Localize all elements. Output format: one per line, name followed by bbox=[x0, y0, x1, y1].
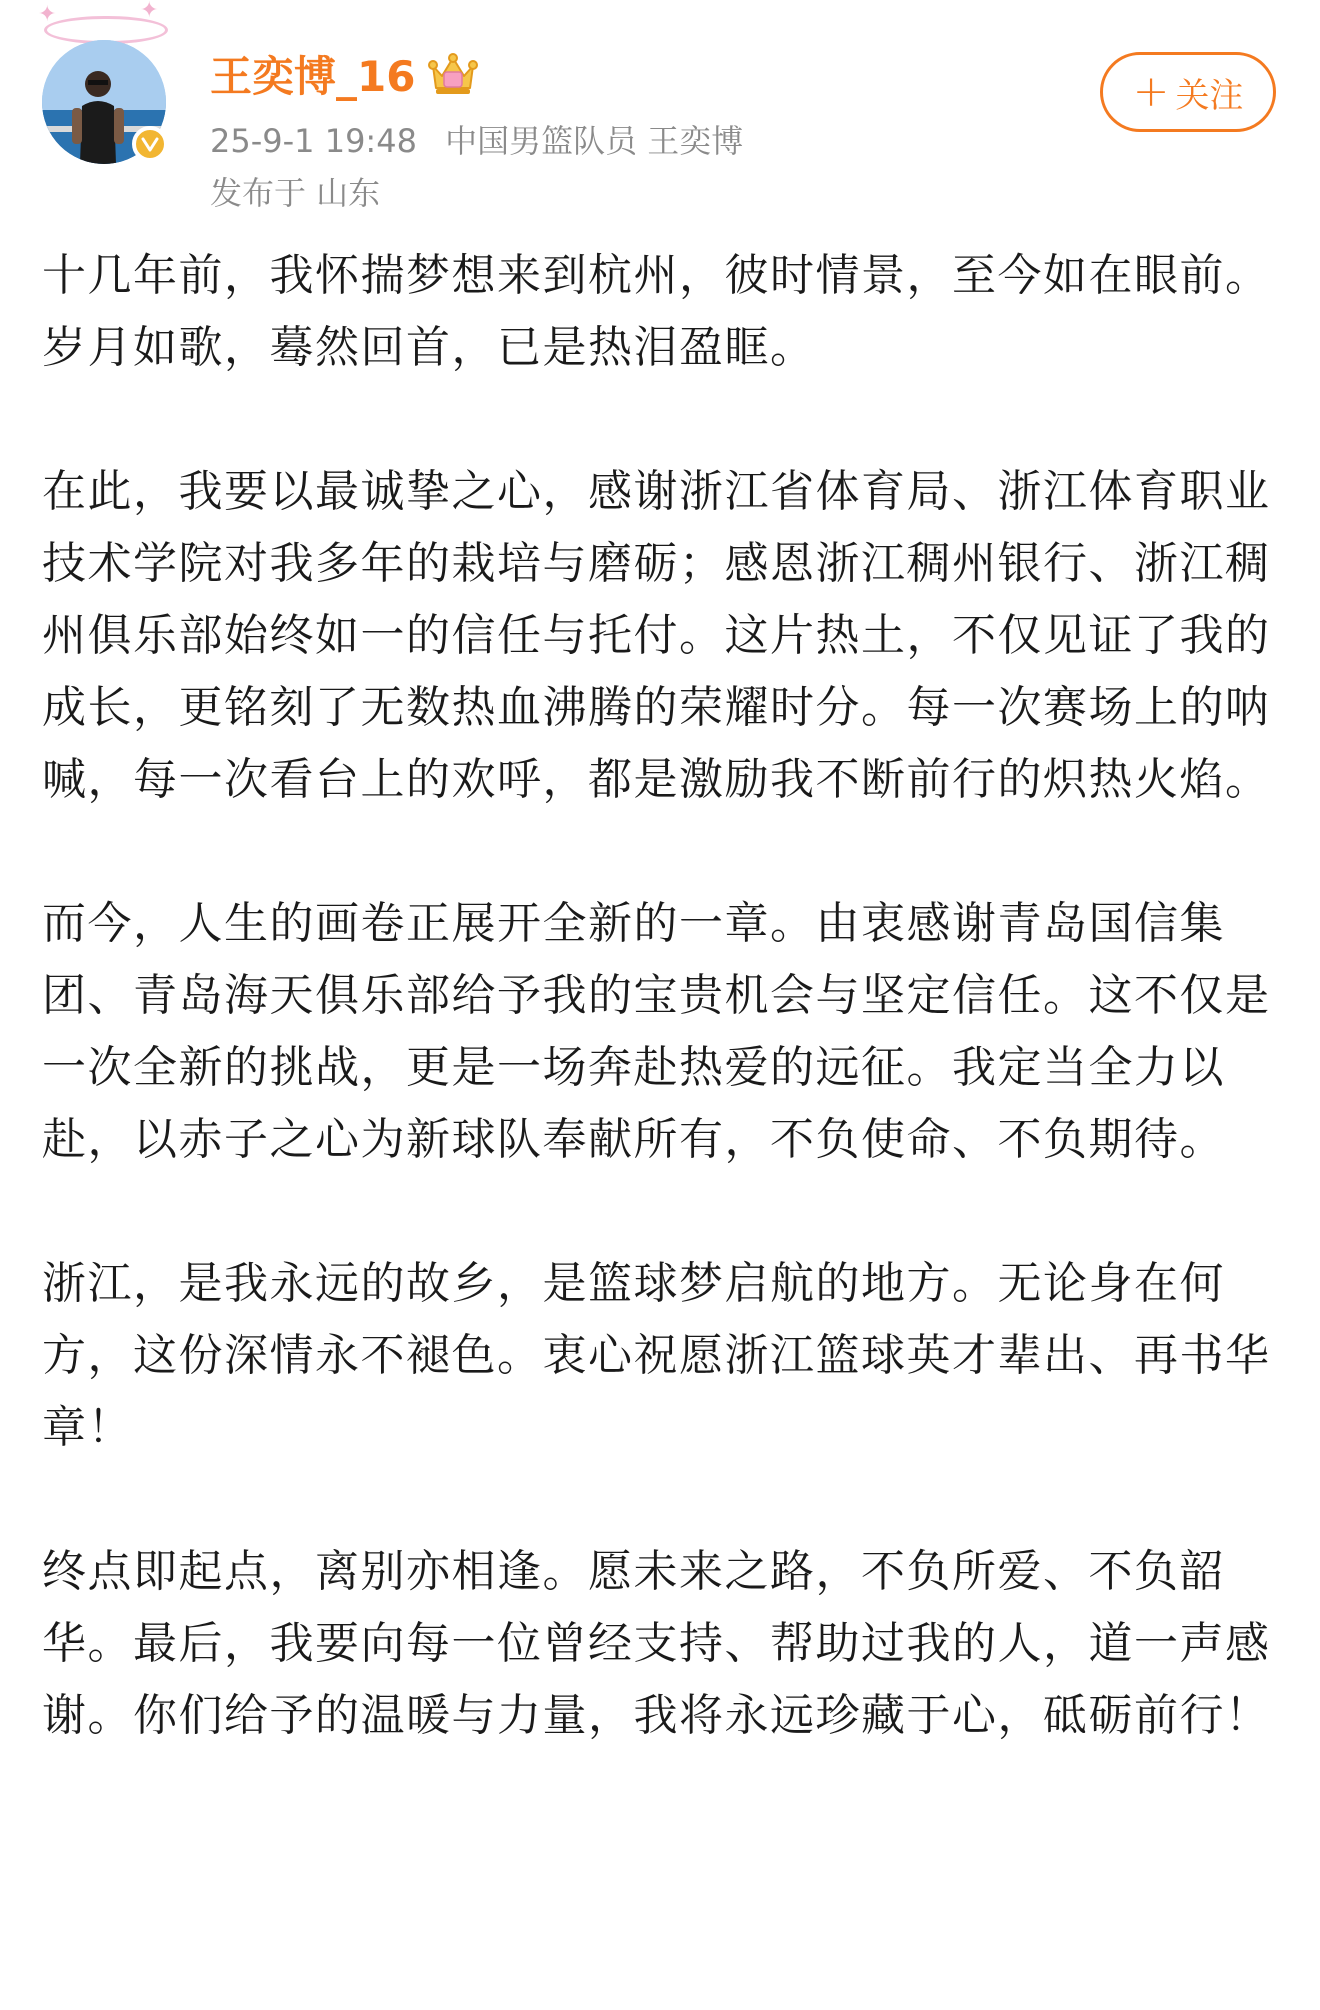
post-paragraph: 十几年前，我怀揣梦想来到杭州，彼时情景，至今如在眼前。岁月如歌，蓦然回首，已是热泪盈眶。 bbox=[42, 250, 1271, 373]
sparkle-icon: ✦ bbox=[140, 0, 159, 23]
post-paragraph: 在此，我要以最诚挚之心，感谢浙江省体育局、浙江体育职业技术学院对我多年的栽培与磨砺；感恩浙江稠州银行、浙江稠州俱乐部始终如一的信任与托付。这片热土，不仅见证了我的成长，更铭刻了无数热血沸腾的荣耀时分。每一次赛场上的呐喊，每一次看台上的欢呼，都是激励我不断前行的炽热火焰。 bbox=[42, 466, 1271, 805]
post-paragraph: 浙江，是我永远的故乡，是篮球梦启航的地方。无论身在何方，这份深情永不褪色。衷心祝愿浙江篮球英才辈出、再书华章！ bbox=[42, 1258, 1271, 1453]
post-header bbox=[0, 0, 1320, 220]
plus-icon: + bbox=[1132, 66, 1170, 117]
follow-label: 关注 bbox=[1175, 75, 1244, 116]
post-paragraph: 终点即起点，离别亦相逢。愿未来之路，不负所爱、不负韶华。最后，我要向每一位曾经支持、帮助过我的人，道一声感谢。你们给予的温暖与力量，我将永远珍藏于心，砥砺前行！ bbox=[42, 1546, 1271, 1741]
post-timestamp[interactable]: 25-9-1 19:48 bbox=[210, 122, 417, 160]
verified-title: 中国男篮队员 王奕博 bbox=[445, 122, 744, 160]
author-name[interactable]: 王奕博_16 bbox=[210, 52, 416, 101]
crown-vip-icon bbox=[427, 52, 479, 96]
post-paragraph: 而今，人生的画卷正展开全新的一章。由衷感谢青岛国信集团、青岛海天俱乐部给予我的宝贵机会与坚定信任。这不仅是一次全新的挑战，更是一场奔赴热爱的远征。我定当全力以赴，以赤子之心为新球队奉献所有，不负使命、不负期待。 bbox=[42, 898, 1271, 1165]
sparkle-icon: ✦ bbox=[38, 2, 57, 27]
verified-v-icon bbox=[132, 126, 168, 162]
follow-button[interactable] bbox=[1100, 52, 1276, 132]
post-body bbox=[42, 240, 1282, 1824]
author-name-row[interactable] bbox=[210, 44, 479, 104]
post-meta bbox=[210, 116, 761, 162]
avatar[interactable] bbox=[38, 0, 172, 162]
post-location: 发布于 山东 bbox=[210, 174, 381, 212]
